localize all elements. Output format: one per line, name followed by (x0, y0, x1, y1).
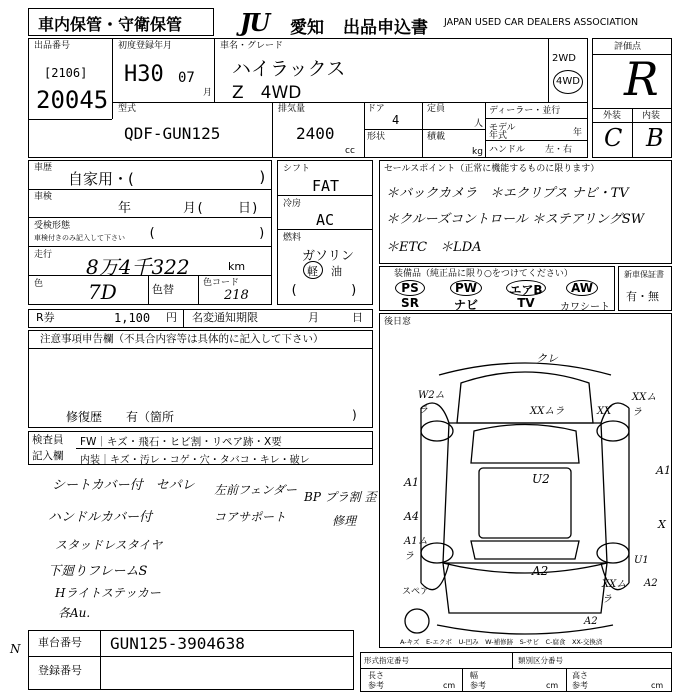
guarantee-label: 新車保証書 (624, 270, 664, 279)
model-year-label: モデル年式 (489, 123, 516, 141)
color-code-value: 218 (224, 288, 249, 303)
cooler-label: 冷房 (283, 199, 302, 209)
mileage-unit: km (228, 260, 246, 273)
history-label: 車歴 (34, 163, 53, 173)
shift-label: シフト (283, 164, 311, 174)
equipment-seat: カワシート (560, 302, 610, 313)
color-code-label: 色コード (203, 278, 240, 288)
equipment-sr: SR (401, 296, 419, 310)
handwritten-note-2: ハンドルカバー付 (48, 510, 153, 525)
model-label: 型式 (118, 104, 137, 114)
mark-xx2: XX (597, 406, 612, 417)
reg-no-label: 登録番号 (38, 664, 82, 677)
damage-legend: A-キズ E-エクボ U-凹み W-補修跡 S-サビ C-腐食 XX-交換済 (400, 638, 603, 646)
fuel-circled: 軽 (307, 265, 318, 278)
handwritten-note-4: 下廻りフレームS (48, 564, 148, 579)
length-ref: 参考 (368, 681, 384, 690)
displacement-unit: cc (345, 146, 355, 156)
equipment-label: 装備品（純正品に限り○をつけてください） (394, 269, 573, 279)
mark-w2: W2ムラ (418, 390, 445, 416)
registration-label: 初度登録年月 (118, 41, 173, 51)
model-number-label: 形式指定番号 (364, 656, 409, 665)
form-title: 出品申込書 (343, 18, 428, 38)
inspection-day: 日) (238, 201, 259, 216)
height-ref: 参考 (572, 681, 588, 690)
accept-label: 受検形態 (34, 221, 71, 231)
shift-value: FAT (312, 177, 340, 195)
fuel-paren-close: ) (350, 283, 358, 298)
rating-score: R (624, 52, 659, 106)
car-grade: Z 4WD (232, 83, 302, 103)
registration-year: H30 (124, 62, 164, 87)
interior-score: B (646, 124, 664, 152)
name-change-label: 名変通知期限 (192, 311, 258, 324)
ju-logo: JU (240, 8, 269, 37)
mark-xx3: XXムラ (632, 392, 657, 418)
color-change-label: 色替 (152, 283, 174, 296)
doors-value: 4 (392, 113, 400, 127)
color-value: 7D (88, 280, 117, 304)
capacity-unit: 人 (474, 119, 484, 129)
width-unit: cm (546, 681, 559, 690)
chassis-value: GUN125-3904638 (110, 634, 245, 653)
name-change-month: 月 (308, 311, 319, 324)
inspector-label-2: 記入欄 (32, 450, 64, 462)
mark-a4: A4 (404, 510, 419, 523)
handwritten-note-8: コアサポート (214, 510, 287, 524)
guarantee-options: 有・無 (626, 290, 659, 303)
exterior-score: C (604, 124, 623, 152)
recycle-label: R券 (36, 311, 55, 324)
mark-a1-bottom: A1ムラ (404, 536, 428, 562)
model-value: QDF-GUN125 (124, 124, 221, 143)
capacity-label: 定員 (427, 104, 446, 114)
chassis-label: 車台番号 (38, 636, 82, 649)
fuel-paren-open: ( (290, 283, 298, 298)
handwritten-note-7: 左前フェンダー (214, 483, 297, 497)
exterior-label: 外装 (603, 111, 622, 121)
repair-history: 修復歴 有（箇所 (66, 410, 175, 424)
mark-a1-left: A1 (404, 476, 419, 489)
equipment-navi: ナビ (453, 298, 478, 312)
handle-options: 左・右 (545, 145, 573, 155)
equipment-tv: TV (517, 296, 535, 310)
handwritten-note-6: 各Au. (58, 606, 91, 620)
spare-label: スペア (402, 587, 430, 597)
width-label: 幅 (470, 671, 478, 680)
inspector-row-2: 内装｜キズ・汚レ・コゲ・穴・タバコ・キレ・破レ (80, 455, 310, 466)
load-label: 積載 (427, 132, 446, 142)
equipment-aw: AW (571, 281, 593, 295)
displacement-value: 2400 (296, 124, 335, 143)
association-name: JAPAN USED CAR DEALERS ASSOCIATION (444, 17, 639, 28)
margin-mark: N (10, 642, 21, 656)
equipment-airbag: エアB (509, 283, 543, 297)
mark-x: X (658, 518, 666, 531)
mark-top: クレ (536, 352, 558, 365)
handwritten-note-3: スタッドレスタイヤ (55, 538, 163, 552)
mark-a2: A2 (532, 564, 549, 578)
mileage-value: 8万4千322 (86, 255, 190, 279)
length-unit: cm (443, 681, 456, 690)
equipment-pw: PW (454, 281, 478, 295)
mark-a2-right: A2 (644, 578, 658, 589)
inspection-month: 月( (183, 201, 204, 216)
recycle-unit: 円 (166, 311, 177, 324)
car-name-label: 車名・グレード (220, 41, 284, 51)
selling-points-label: セールスポイント（正常に機能するものに限ります） (384, 164, 600, 174)
name-change-day: 日 (352, 311, 363, 324)
dealer-label: ディーラー・並行 (489, 106, 561, 116)
accept-note: 車検付きのみ記入して下さい (34, 234, 125, 242)
length-label: 長さ (368, 671, 384, 680)
brand-name: 愛知 (290, 18, 324, 38)
width-ref: 参考 (470, 681, 486, 690)
doors-label: ドア (367, 104, 385, 114)
height-unit: cm (651, 681, 664, 690)
color-label: 色 (34, 279, 44, 289)
lot-label: 出品番号 (34, 41, 71, 51)
repair-close: ) (352, 408, 357, 422)
mark-a1-right: A1 (656, 464, 671, 477)
equipment-ps: PS (401, 281, 419, 295)
lot-number: 20045 (36, 86, 109, 114)
handwritten-note-10: 修理 (332, 514, 357, 528)
class-number-label: 類別区分番号 (518, 656, 563, 665)
rating-label: 評価点 (614, 42, 642, 52)
inspector-row-1: FW｜キズ・飛石・ヒビ割・リペア跡・X要 (80, 436, 282, 448)
selling-point-line-3: ＊ETC ＊LDA (386, 240, 482, 255)
fuel-other: 油 (331, 265, 342, 278)
car-name: ハイラックス (232, 58, 346, 80)
selling-point-line-2: ＊クルーズコントロール ＊ステアリングSW (386, 212, 645, 227)
model-year-unit: 年 (573, 128, 583, 138)
cooler-value: AC (316, 211, 335, 229)
interior-label: 内装 (642, 111, 661, 121)
mark-a2-bottom: A2 (584, 616, 598, 627)
displacement-label: 排気量 (278, 104, 306, 114)
mark-u1: U1 (634, 555, 649, 566)
storage-label: 車内保管・守衛保管 (38, 15, 183, 34)
history-close: ) (258, 168, 268, 186)
height-label: 高さ (572, 671, 588, 680)
inspection-year: 年 (118, 201, 132, 216)
shape-label: 形状 (367, 132, 386, 142)
history-value: 自家用・( (68, 170, 134, 188)
inspection-label: 車検 (34, 192, 53, 202)
mark-u2: U2 (532, 472, 550, 486)
mark-xx-bottom: XXムラ (602, 579, 627, 605)
lot-code: [2106] (44, 66, 88, 80)
accept-paren-open: ( (148, 226, 156, 241)
drive-2wd: 2WD (552, 53, 576, 64)
fuel-label: 燃料 (283, 233, 302, 243)
handwritten-note-1: シートカバー付 セパレ (52, 478, 195, 493)
recycle-value: 1,100 (114, 311, 151, 325)
load-unit: kg (472, 147, 483, 157)
handwritten-note-5: Hライトステッカー (55, 586, 161, 600)
notes-label: 注意事項申告欄（不具合内容等は具体的に記入して下さい） (40, 333, 324, 345)
mark-xx1: XXムラ (530, 406, 565, 417)
handwritten-note-9: BP プラ割 歪 (304, 490, 377, 504)
mileage-label: 走行 (34, 250, 53, 260)
registration-month-unit: 月 (203, 88, 213, 98)
handle-label: ハンドル (489, 145, 526, 155)
fuel-value: ガソリン (302, 249, 355, 264)
rear-window-label: 後日窓 (384, 317, 412, 327)
selling-point-line-1: ＊バックカメラ ＊エクリプス ナビ・TV (386, 186, 629, 201)
registration-month: 07 (178, 70, 195, 86)
inspector-label-1: 検査員 (32, 434, 64, 446)
drive-4wd: 4WD (556, 76, 580, 87)
accept-paren-close: ) (258, 226, 266, 241)
